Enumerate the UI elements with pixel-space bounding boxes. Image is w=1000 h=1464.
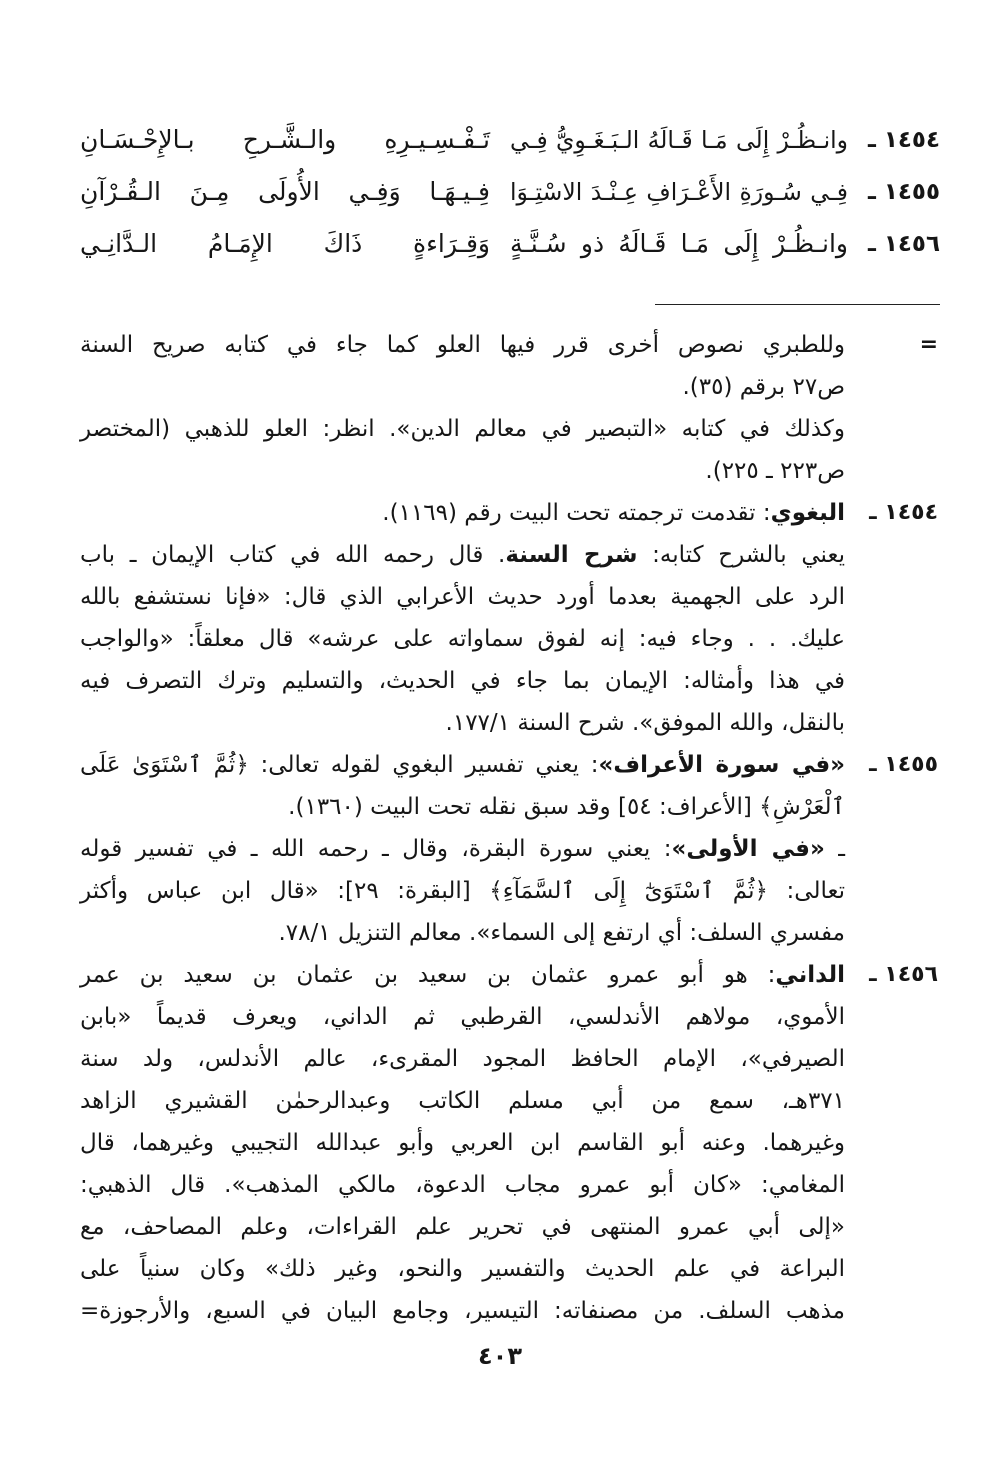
footnote-line-row: [80, 1122, 940, 1164]
footnote-number: =: [919, 332, 938, 357]
footnote-line-row: [80, 1038, 940, 1080]
footnote-gutter: [845, 1206, 940, 1248]
footnote-line-row: [80, 492, 940, 534]
footnote-line-row: [80, 450, 940, 492]
verse-number: ١٤٥٤ ـ: [867, 127, 940, 153]
verse-second-hemistich: [80, 114, 490, 166]
footnote-gutter: [845, 870, 940, 912]
footnote-gutter: [845, 1290, 940, 1332]
footnotes: [80, 324, 940, 1332]
verse-second-hemistich: [80, 166, 490, 218]
footnote-gutter: [845, 576, 940, 618]
footnote-line-row: [80, 408, 940, 450]
footnote-line: بالنقل، والله الموفق». شرح السنة ١٧٧/١.: [445, 710, 845, 736]
footnote-line: ٱلْعَرْشِ﴾ [الأعراف: ٥٤] وقد سبق نقله تحت البيت (١٣٦٠).: [288, 794, 845, 820]
footnote-line: في هذا وأمثاله: الإيمان بما جاء في الحديث، والتسليم وترك التصرف فيه: [80, 668, 845, 694]
footnote-line-row: [80, 576, 940, 618]
bold-term: «في الأولى»: [671, 836, 825, 862]
footnote-line: مفسري السلف: أي ارتفع إلى السماء». معالم التنزيل ٧٨/١.: [278, 920, 845, 946]
footnote-number: ١٤٥٦ ـ: [869, 962, 938, 987]
footnote-gutter: [845, 618, 940, 660]
footnote-line: [80, 954, 845, 996]
bold-term: الداني: [775, 962, 845, 988]
text-run: يعني بالشرح كتابه:: [637, 542, 845, 568]
footnote-line-row: [80, 870, 940, 912]
page-number: ٤٠٣: [478, 1342, 522, 1370]
footnote-gutter: [845, 534, 940, 576]
bold-term: «في سورة الأعراف»: [598, 752, 845, 778]
footnote-line-row: [80, 828, 940, 870]
footnote-line: مذهب السلف. من مصنفاته: التيسير، وجامع البيان في السبع، والأرجوزة=: [80, 1298, 845, 1324]
bold-term: شرح السنة: [505, 542, 638, 568]
footnote-gutter: [845, 408, 940, 450]
footnote-gutter: [845, 450, 940, 492]
footnote-number: ١٤٥٥ ـ: [869, 752, 938, 777]
verse-first-text: وانـظُـرْ إِلَى مَـا قَـالَهُ الـبَـغَـوِيُّ فِـي: [510, 126, 848, 154]
text-run: ـ: [824, 836, 845, 862]
footnote-line-row: [80, 996, 940, 1038]
verse-row: [80, 114, 940, 166]
verse-second-text: فِـيـهَـا وَفِـي الأُولَى مِـنَ الـقُـرْآنِ: [80, 177, 490, 206]
footnote-gutter: [845, 996, 940, 1038]
footnote-gutter: [845, 1080, 940, 1122]
footnote-line: [80, 744, 845, 786]
footnote-line-row: [80, 366, 940, 408]
verse-first-hemistich: [510, 166, 940, 218]
verse-first-hemistich: [510, 218, 940, 270]
footnote-line: [80, 534, 845, 576]
footnote-number: ١٤٥٤ ـ: [869, 500, 938, 525]
footnote-gutter: [845, 1122, 940, 1164]
text-run: : يعني سورة البقرة، وقال ـ رحمه الله ـ في تفسير قوله: [80, 836, 672, 862]
verse-first-text: فِـي سُـورَةِ الأَعْـرَافِ عِـنْـدَ الاسْتِـوَا: [510, 178, 848, 206]
verse-number: ١٤٥٦ ـ: [867, 231, 940, 257]
footnote-line-row: [80, 324, 940, 366]
footnote-line: [80, 492, 845, 534]
footnote-line-row: [80, 744, 940, 786]
footnote-gutter: [845, 702, 940, 744]
footnote-line: الصيرفي»، الإمام الحافظ المجود المقرىء، عالم الأندلس، ولد سنة: [80, 1046, 845, 1072]
verse-row: [80, 218, 940, 270]
footnote-line: [80, 828, 845, 870]
text-run: : هو أبو عمرو عثمان بن سعيد بن عثمان بن سعيد بن عمر: [80, 962, 776, 988]
footnote-gutter: [845, 786, 940, 828]
footnote-line-row: [80, 660, 940, 702]
footnote-line: المغامي: «كان أبو عمرو مجاب الدعوة، مالكي المذهب». قال الذهبي:: [80, 1172, 845, 1198]
footnote-line-row: [80, 954, 940, 996]
footnote-line: البراعة في علم الحديث والتفسير والنحو، وغير ذلك» وكان سنياً على: [80, 1256, 845, 1282]
footnote-line: وللطبري نصوص أخرى قرر فيها العلو كما جاء في كتابه صريح السنة: [80, 332, 845, 358]
footnote-line-row: [80, 1164, 940, 1206]
footnote-gutter: [845, 1248, 940, 1290]
footnote-line: الرد على الجهمية بعدما أورد حديث الأعرابي الذي قال: «فإنا نستشفع بالله: [80, 584, 845, 610]
bold-term: البغوي: [770, 500, 845, 526]
verse-number: ١٤٥٥ ـ: [867, 179, 940, 205]
footnote-gutter: [845, 366, 940, 408]
verse-second-hemistich: [80, 218, 490, 270]
footnote-line-row: [80, 534, 940, 576]
footnote-gutter: [845, 828, 940, 870]
footnote-line-row: [80, 1290, 940, 1332]
text-run: : يعني تفسير البغوي لقوله تعالى: ﴿ثُمَّ ٱسْتَوَىٰ عَلَى: [80, 752, 599, 778]
footnote-gutter: [845, 1164, 940, 1206]
footnote-line: عليك. . . وجاء فيه: إنه لفوق سماواته على عرشه» قال معلقاً: «والواجب: [80, 626, 845, 652]
verse-second-text: وَقِـرَاءةٍ ذَاكَ الإِمَـامُ الـدَّانِـي: [80, 229, 490, 258]
footnote-line-row: [80, 702, 940, 744]
footnote-line: وغيرهما. وعنه أبو القاسم ابن العربي وأبو عبدالله التجيبي وغيرهما، قال: [80, 1130, 845, 1156]
verse-row: [80, 166, 940, 218]
footnote-line: ٣٧١هـ، سمع من أبي مسلم الكاتب وعبدالرحمٰن القشيري الزاهد: [80, 1088, 845, 1114]
footnote-line-row: [80, 1080, 940, 1122]
footnote-gutter: [845, 660, 940, 702]
footnote-line: ص٢٢٣ ـ ٢٢٥).: [705, 458, 845, 484]
verse-first-text: وانـظُـرْ إِلَى مَـا قَـالَهُ ذو سُـنَّـةٍ: [510, 229, 848, 258]
text-run: . قال رحمه الله في كتاب الإيمان ـ باب: [80, 542, 506, 568]
verse-first-hemistich: [510, 114, 940, 166]
footnote-line: ص٢٧ برقم (٣٥).: [682, 374, 845, 400]
footnote-line-row: [80, 786, 940, 828]
verse-second-text: تَـفْـسِـيـرِهِ والـشَّـرحِ بـالإِحْـسَـانِ: [80, 125, 490, 154]
footnote-gutter: [845, 1038, 940, 1080]
footnote-gutter: [845, 912, 940, 954]
footnote-line: «إلى أبي عمرو المنتهى في تحرير علم القراءات، وعلم المصاحف، مع: [80, 1214, 845, 1240]
footnote-line: تعالى: ﴿ثُمَّ ٱسْتَوَىٰٓ إِلَى ٱلسَّمَآءِ﴾ [البقرة: ٢٩]: «قال ابن عباس وأكثر: [80, 878, 845, 904]
footnote-line-row: [80, 912, 940, 954]
footnote-line-row: [80, 618, 940, 660]
footnote-line-row: [80, 1248, 940, 1290]
footnote-line: وكذلك في كتابه «التبصير في معالم الدين». انظر: العلو للذهبي (المختصر: [80, 416, 845, 442]
footnote-line: الأموي، مولاهم الأندلسي، القرطبي ثم الداني، ويعرف قديماً «بابن: [80, 1004, 845, 1030]
poem-verses: [80, 114, 940, 270]
footnote-separator: [655, 304, 940, 305]
footnote-line-row: [80, 1206, 940, 1248]
text-run: : تقدمت ترجمته تحت البيت رقم (١١٦٩).: [382, 500, 771, 526]
